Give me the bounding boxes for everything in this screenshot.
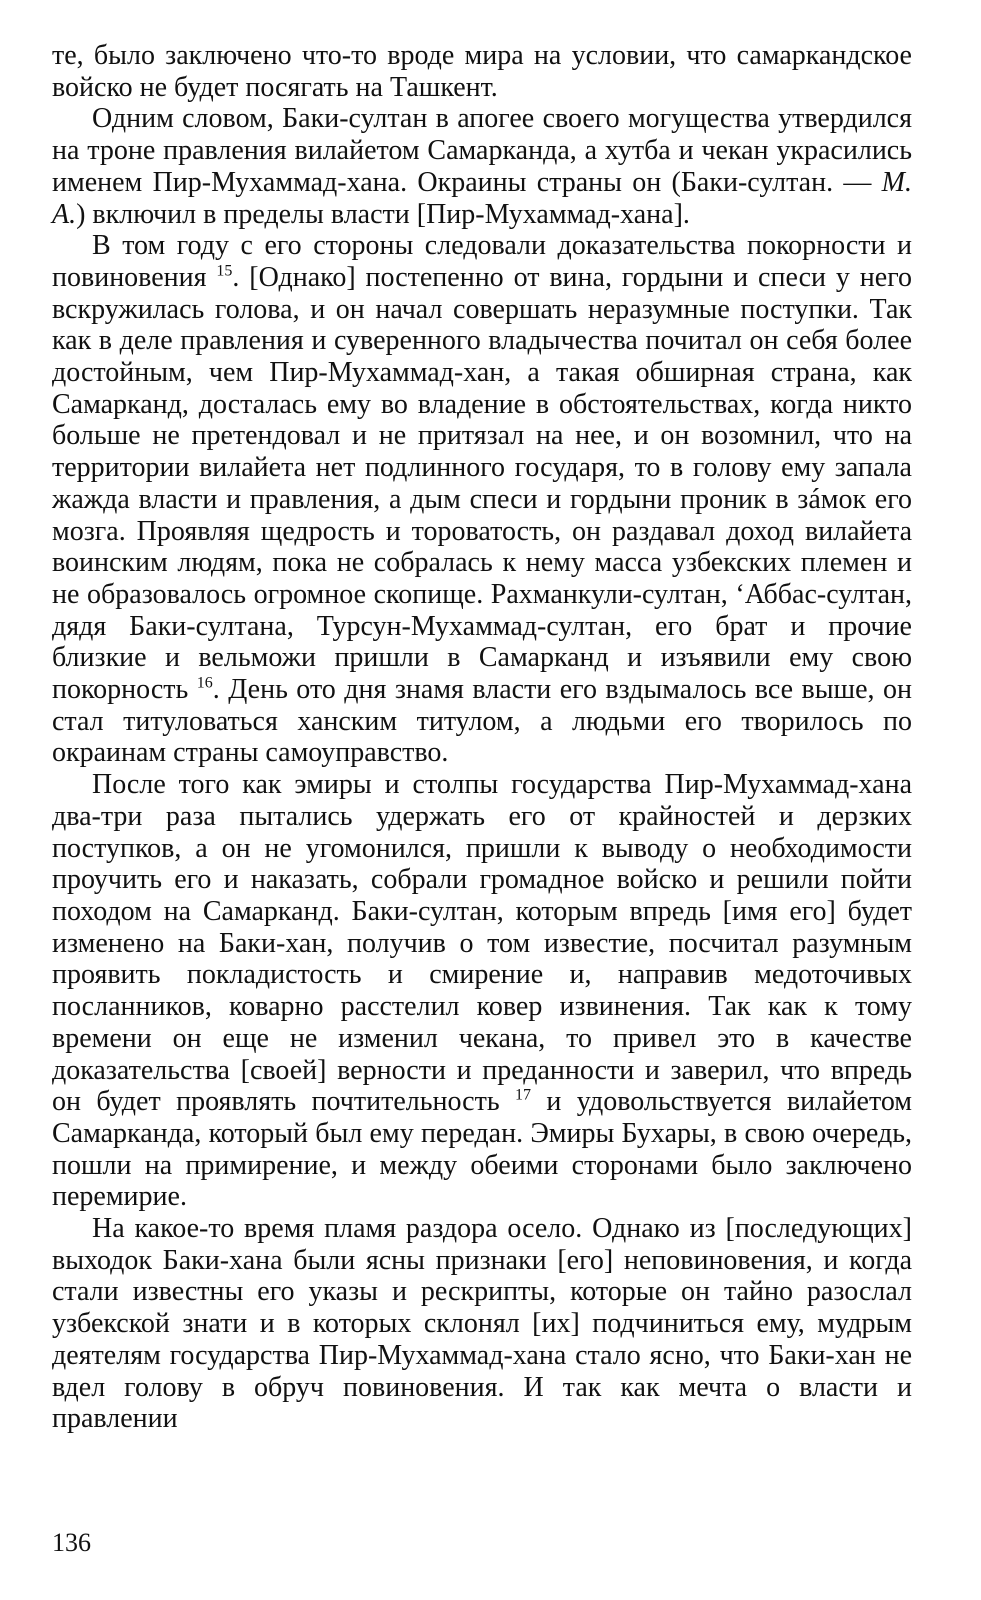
paragraph <box>52 230 912 769</box>
text-run: В том году с его стороны следовали доказательства покорности и повиновения <box>52 230 912 293</box>
text-run: . День ото дня знамя власти его вздымалось все выше, он стал титуловаться ханским титулом, а людьми его творилось по окраинам страны самоуправство. <box>52 674 913 769</box>
text-run: те, было заключено что-то вроде мира на условии, что самаркандское войско не будет посягать на Ташкент. <box>52 40 912 103</box>
page-number: 136 <box>52 1528 91 1557</box>
paragraph <box>52 40 912 103</box>
body-text <box>52 40 912 1435</box>
text-run: Одним словом, Баки-султан в апогее своего могущества утвердился на троне правления вилайетом Самарканда, а хутба и чекан украсились именем Пир-Мухаммад-хана. Окраины страны он (Баки-султан. — <box>52 103 912 198</box>
paragraph <box>52 769 912 1213</box>
text-run: После того как эмиры и столпы государства Пир-Мухаммад-хана два-три раза пытались удержать его от крайностей и дерзких поступков, а он не угомонился, пришли к выводу о необходимости проучить его и наказать, собрали громадное войско и решили пойти походом на Самарканд. Баки-султан, которым впредь [имя его] будет изменено на Баки-хан, получив о том известие, посчитал разумным проявить покладистость и смирение и, направив медоточивых посланников, коварно расстелил ковер извинения. Так как к тому времени он еще не изменил чекана, то привел это в качестве доказательства [своей] верности и преданности и заверил, что впредь он будет проявлять почтительность <box>52 769 912 1118</box>
paragraph <box>52 1213 912 1435</box>
italic-text: М. А. <box>52 166 912 230</box>
footnote-ref: 16 <box>196 674 213 692</box>
text-run: На какое-то время пламя раздора осело. Однако из [последующих] выходок Баки-хана были ясны признаки [его] неповиновения, и когда стали известны его указы и рескрипты, которые он тайно разослал узбекской знати и в которых склонял [их] подчиниться ему, мудрым деятелям государства Пир-Мухаммад-хана стало ясно, что Баки-хан не вдел голову в обруч повиновения. И так как мечта о власти и правлении <box>52 1213 912 1435</box>
text-run: . [Однако] постепенно от вина, гордыни и спеси у него вскружилась голова, и он начал совершать неразумные поступки. Так как в деле правления и суверенного владычества почитал он себя более достойным, чем Пир-Мухаммад-хан, а такая обширная страна, как Самарканд, досталась ему во владение в обстоятельствах, когда никто больше не претендовал и не притязал на нее, и он возомнил, что на территории вилайета нет подлинного государя, то в голову ему запала жажда власти и правления, а дым спеси и гордыни проник в зáмок его мозга. Проявляя щедрость и тороватость, он раздавал доход вилайета воинским людям, пока не собралась к нему масса узбекских племен и не образовалось огромное скопище. Рахманкули-султан, ‘Аббас-султан, дядя Баки-султана, Турсун-Мухаммад-султан, его брат и прочие близкие и вельможи пришли в Самарканд и изъявили ему свою покорность <box>52 261 912 706</box>
footnote-ref: 17 <box>515 1086 532 1104</box>
paragraph <box>52 103 912 230</box>
text-run: и удовольствуется вилайетом Самарканда, который был ему передан. Эмиры Бухары, в свою очередь, пошли на примирение, и между обеими сторонами было заключено перемирие. <box>52 1086 913 1213</box>
text-run: ) включил в пределы власти [Пир-Мухаммад-хана]. <box>76 198 690 230</box>
book-page <box>52 40 913 1557</box>
footnote-ref: 15 <box>216 262 233 280</box>
